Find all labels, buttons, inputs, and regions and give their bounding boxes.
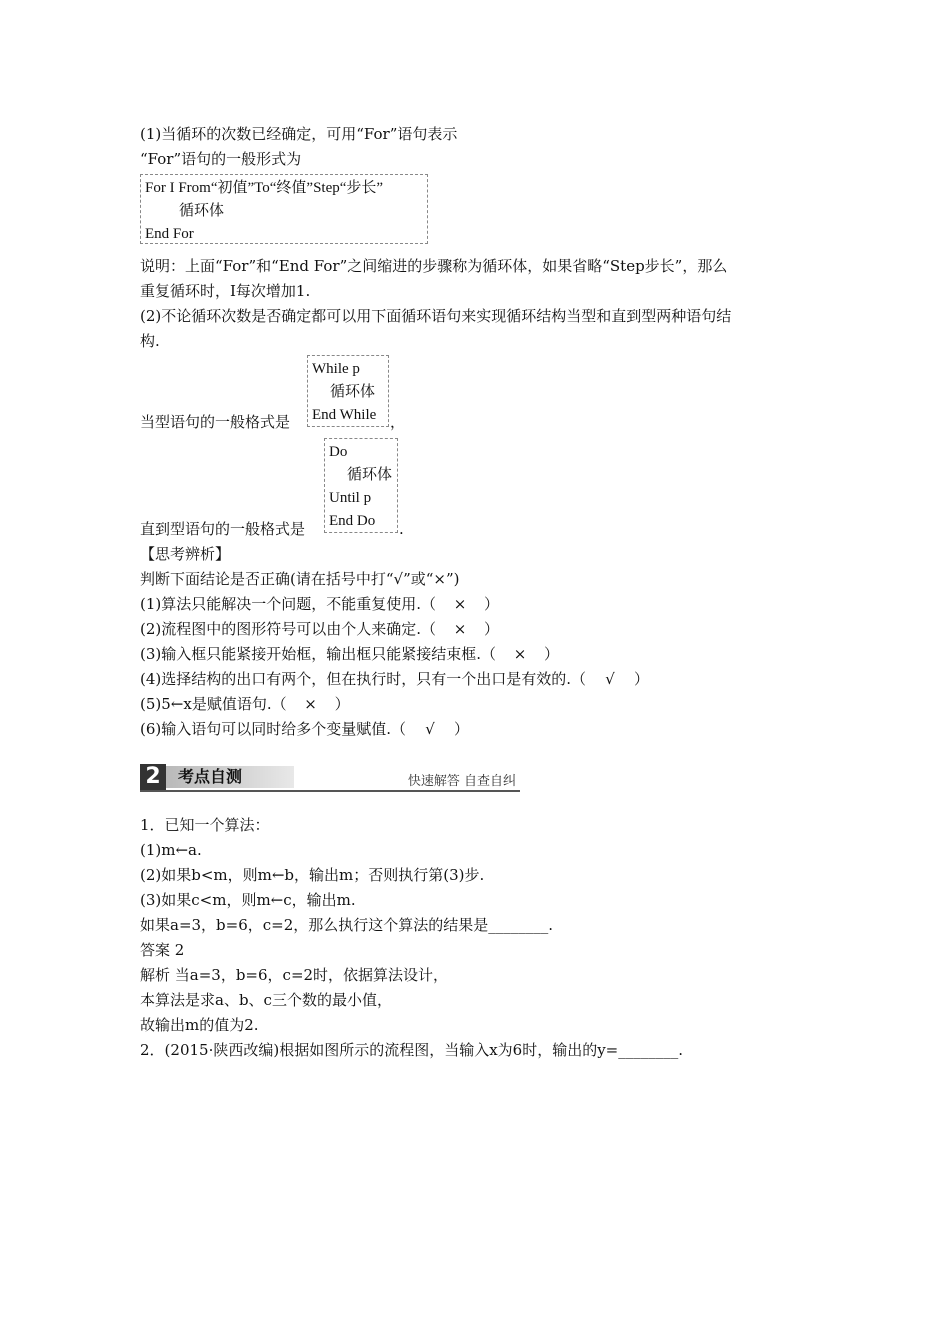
q1-answer: 答案 2 [140, 941, 185, 959]
explain-line-3: (2)不论循环次数是否确定都可以用下面循环语句来实现循环结构当型和直到型两种语句结 [140, 307, 732, 325]
do-syntax-box [324, 438, 398, 533]
think-item-mark: × [304, 695, 317, 713]
think-item-text: (5)5←x是赋值语句.（ [140, 695, 287, 713]
do-after: . [399, 520, 404, 538]
q1-question: 如果a=3，b=6，c=2，那么执行这个算法的结果是________. [140, 916, 554, 934]
think-item-close: ） [484, 595, 500, 613]
think-item [140, 719, 469, 739]
while-syntax-box [307, 355, 389, 427]
think-item [140, 594, 499, 614]
for-box-line-3: End For [145, 226, 194, 242]
section-subtitle: 快速解答 自查自纠 [407, 774, 516, 789]
explain-line-1: 说明：上面“For”和“End For”之间缩进的步骤称为循环体，如果省略“Step步长”，那么 [140, 257, 728, 275]
think-item-text: (4)选择结构的出口有两个，但在执行时，只有一个出口是有效的.（ [140, 670, 587, 688]
think-item-text: (3)输入框只能紧接开始框，输出框只能紧接结束框.（ [140, 645, 497, 663]
q2-stem: 2．(2015·陕西改编)根据如图所示的流程图，当输入x为6时，输出的y=________. [140, 1041, 684, 1059]
q1-analysis-2: 本算法是求a、b、c三个数的最小值， [140, 991, 392, 1009]
q1-step-1: (1)m←a. [140, 841, 202, 859]
while-label: 当型语句的一般格式是 [140, 413, 291, 431]
do-box-line-4: End Do [329, 513, 376, 529]
q1-stem: 1．已知一个算法： [140, 816, 270, 834]
think-item-close: ） [634, 670, 650, 688]
think-item-close: ） [544, 645, 560, 663]
think-item [140, 694, 350, 714]
for-syntax-box [140, 174, 428, 244]
think-item-text: (1)算法只能解决一个问题，不能重复使用.（ [140, 595, 437, 613]
intro-line-2: “For”语句的一般形式为 [140, 150, 302, 168]
while-box-line-2: 循环体 [330, 384, 376, 400]
q1-analysis-3: 故输出m的值为2. [140, 1016, 259, 1034]
think-item-close: ） [484, 620, 500, 638]
think-prompt: 判断下面结论是否正确(请在括号中打“√”或“×”) [140, 570, 460, 588]
while-box-line-1: While p [312, 361, 360, 377]
intro-line-1: (1)当循环的次数已经确定，可用“For”语句表示 [140, 125, 458, 143]
do-box-line-2: 循环体 [347, 467, 393, 483]
think-item [140, 619, 499, 639]
think-item-mark: √ [425, 720, 435, 738]
section-rule [140, 790, 520, 792]
think-item-mark: √ [605, 670, 615, 688]
while-after: ， [390, 413, 406, 431]
section-number-badge: 2 [140, 764, 166, 790]
think-item-close: ） [334, 695, 350, 713]
section-header [140, 764, 520, 792]
do-box-line-1: Do [329, 444, 348, 460]
do-label: 直到型语句的一般格式是 [140, 520, 306, 538]
think-item [140, 669, 649, 689]
explain-line-4: 构. [140, 332, 160, 350]
q1-step-3: (3)如果c<m，则m←c，输出m. [140, 891, 356, 909]
explain-line-2: 重复循环时，I每次增加1. [140, 282, 311, 300]
q1-step-2: (2)如果b<m，则m←b，输出m；否则执行第(3)步. [140, 866, 485, 884]
think-item-text: (6)输入语句可以同时给多个变量赋值.（ [140, 720, 407, 738]
do-box-line-3: Until p [329, 490, 372, 506]
think-item-close: ） [454, 720, 470, 738]
think-item-mark: × [453, 620, 467, 638]
section-title: 考点自测 [178, 767, 243, 786]
think-item-mark: × [513, 645, 527, 663]
while-box-line-3: End While [312, 407, 377, 423]
for-box-line-1: For I From“初值”To“终值”Step“步长” [145, 180, 384, 196]
q1-analysis-1: 解析 当a=3，b=6，c=2时，依据算法设计， [140, 966, 449, 984]
think-item-text: (2)流程图中的图形符号可以由个人来确定.（ [140, 620, 437, 638]
for-box-line-2: 循环体 [179, 203, 225, 219]
think-item-mark: × [453, 595, 467, 613]
think-heading: 【思考辨析】 [140, 545, 231, 563]
think-item [140, 644, 559, 664]
